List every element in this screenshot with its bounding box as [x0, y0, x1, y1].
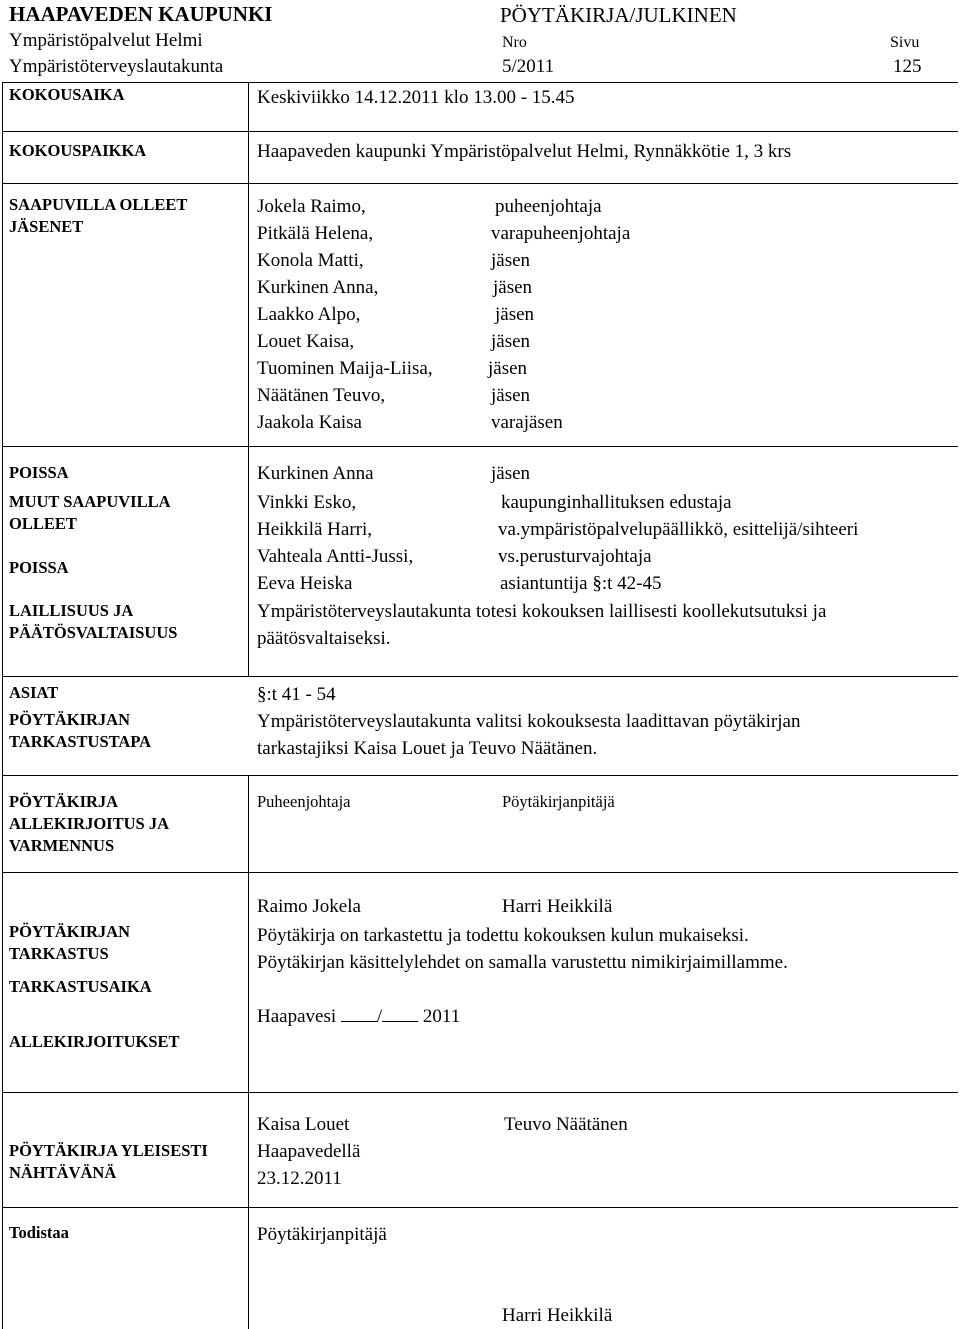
org-name: HAAPAVEDEN KAUPUNKI	[9, 2, 273, 26]
review-method-text: Ympäristöterveyslautakunta valitsi kokouksesta laadittavan pöytäkirjan	[257, 711, 801, 732]
public-date: 23.12.2011	[257, 1168, 342, 1189]
rule	[2, 1207, 958, 1208]
member-name: Tuominen Maija-Liisa,	[257, 358, 433, 379]
matters-label: ASIAT	[9, 683, 59, 702]
legality-text: Ympäristöterveyslautakunta totesi kokouksen laillisesti koollekutsutuksi ja	[257, 601, 827, 622]
member-name: Jaakola Kaisa	[257, 412, 362, 433]
absent-label: POISSA	[9, 463, 69, 482]
public-place: Haapavedellä	[257, 1141, 361, 1162]
member-roles	[488, 193, 631, 436]
chair-name: Raimo Jokela	[257, 896, 361, 917]
member-role: jäsen	[491, 331, 531, 352]
reviewer-name: Teuvo Näätänen	[504, 1114, 628, 1135]
public-label: NÄHTÄVÄNÄ	[9, 1163, 117, 1182]
signing-label: VARMENNUS	[9, 836, 115, 855]
nro-label: Nro	[502, 34, 527, 51]
sivu-label: Sivu	[890, 34, 920, 51]
other-role: kaupunginhallituksen edustaja	[501, 492, 732, 513]
legality-text: päätösvaltaiseksi.	[257, 628, 391, 649]
review-date-line	[257, 1003, 460, 1030]
other-names	[257, 489, 413, 597]
member-role: varapuheenjohtaja	[491, 223, 631, 244]
secretary-name: Harri Heikkilä	[502, 896, 613, 917]
other-role: vs.perusturvajohtaja	[498, 546, 652, 567]
absent-role: jäsen	[491, 463, 531, 484]
meeting-time-label: KOKOUSAIKA	[9, 85, 125, 104]
day-blank	[341, 1004, 377, 1022]
review-year: 2011	[422, 1006, 461, 1027]
others-absent-label: POISSA	[9, 558, 69, 577]
other-name: Heikkilä Harri,	[257, 519, 373, 540]
absent-name: Kurkinen Anna	[257, 463, 374, 484]
member-name: Jokela Raimo,	[257, 196, 366, 217]
certify-title: Pöytäkirjanpitäjä	[257, 1224, 387, 1245]
unit-name: Ympäristöpalvelut Helmi	[9, 30, 203, 51]
table-border-left	[2, 82, 3, 1329]
members-label: SAAPUVILLA OLLEET	[9, 195, 188, 214]
date-separator: /	[376, 1006, 383, 1027]
member-role: puheenjohtaja	[495, 196, 602, 217]
certify-label: Todistaa	[9, 1223, 69, 1242]
certify-name: Harri Heikkilä	[502, 1305, 613, 1326]
other-name: Vinkki Esko,	[257, 492, 357, 513]
member-names	[257, 193, 433, 436]
page-number: 125	[893, 56, 922, 77]
matters-value: §:t 41 - 54	[257, 684, 336, 705]
other-role: asiantuntija §:t 42-45	[500, 573, 662, 594]
legality-label: PÄÄTÖSVALTAISUUS	[9, 623, 178, 642]
column-divider	[248, 775, 249, 1329]
member-role: jäsen	[493, 277, 533, 298]
secretary-title: Pöytäkirjanpitäjä	[502, 792, 615, 811]
signatures-label: ALLEKIRJOITUKSET	[9, 1032, 180, 1051]
other-roles	[498, 489, 859, 597]
review-method-text: tarkastajiksi Kaisa Louet ja Teuvo Näätänen.	[257, 738, 598, 759]
public-label: PÖYTÄKIRJA YLEISESTI	[9, 1141, 208, 1160]
review-text: Pöytäkirja on tarkastettu ja todettu kokouksen kulun mukaiseksi.	[257, 925, 749, 946]
rule	[2, 446, 958, 447]
others-label: MUUT SAAPUVILLA	[9, 492, 171, 511]
review-label: PÖYTÄKIRJAN	[9, 922, 131, 941]
other-name: Eeva Heiska	[257, 573, 353, 594]
review-time-label: TARKASTUSAIKA	[9, 977, 152, 996]
review-method-label: PÖYTÄKIRJAN	[9, 710, 131, 729]
reviewer-name: Kaisa Louet	[257, 1114, 350, 1135]
review-method-label: TARKASTUSTAPA	[9, 732, 152, 751]
signing-label: ALLEKIRJOITUS JA	[9, 814, 169, 833]
member-name: Konola Matti,	[257, 250, 364, 271]
legality-label: LAILLISUUS JA	[9, 601, 134, 620]
member-name: Laakko Alpo,	[257, 304, 361, 325]
member-role: varajäsen	[491, 412, 563, 433]
rule	[2, 183, 958, 184]
doc-type: PÖYTÄKIRJA/JULKINEN	[500, 3, 737, 27]
member-name: Näätänen Teuvo,	[257, 385, 386, 406]
rule	[2, 676, 958, 677]
header-rule	[2, 82, 958, 83]
rule	[2, 1092, 958, 1093]
review-label: TARKASTUS	[9, 944, 109, 963]
member-name: Pitkälä Helena,	[257, 223, 374, 244]
member-role: jäsen	[491, 385, 531, 406]
member-role: jäsen	[488, 358, 528, 379]
meeting-place-label: KOKOUSPAIKKA	[9, 141, 147, 160]
chair-title: Puheenjohtaja	[257, 792, 351, 811]
review-text: Pöytäkirjan käsittelylehdet on samalla varustettu nimikirjaimillamme.	[257, 952, 788, 973]
others-label: OLLEET	[9, 514, 77, 533]
other-name: Vahteala Antti-Jussi,	[257, 546, 414, 567]
board-name: Ympäristöterveyslautakunta	[9, 56, 224, 77]
column-divider	[248, 82, 249, 677]
member-name: Kurkinen Anna,	[257, 277, 379, 298]
meeting-time: Keskiviikko 14.12.2011 klo 13.00 - 15.45	[257, 87, 575, 108]
other-role: va.ympäristöpalvelupäällikkö, esittelijä/sihteeri	[498, 519, 859, 540]
members-label: JÄSENET	[9, 217, 84, 236]
month-blank	[382, 1004, 418, 1022]
rule	[2, 872, 958, 873]
rule	[2, 775, 958, 776]
member-name: Louet Kaisa,	[257, 331, 355, 352]
protocol-number: 5/2011	[502, 56, 555, 77]
review-place: Haapavesi	[257, 1006, 337, 1027]
rule	[2, 131, 958, 132]
meeting-place: Haapaveden kaupunki Ympäristöpalvelut Helmi, Rynnäkkötie 1, 3 krs	[257, 141, 792, 162]
member-role: jäsen	[491, 250, 531, 271]
signing-label: PÖYTÄKIRJA	[9, 792, 119, 811]
member-role: jäsen	[495, 304, 535, 325]
